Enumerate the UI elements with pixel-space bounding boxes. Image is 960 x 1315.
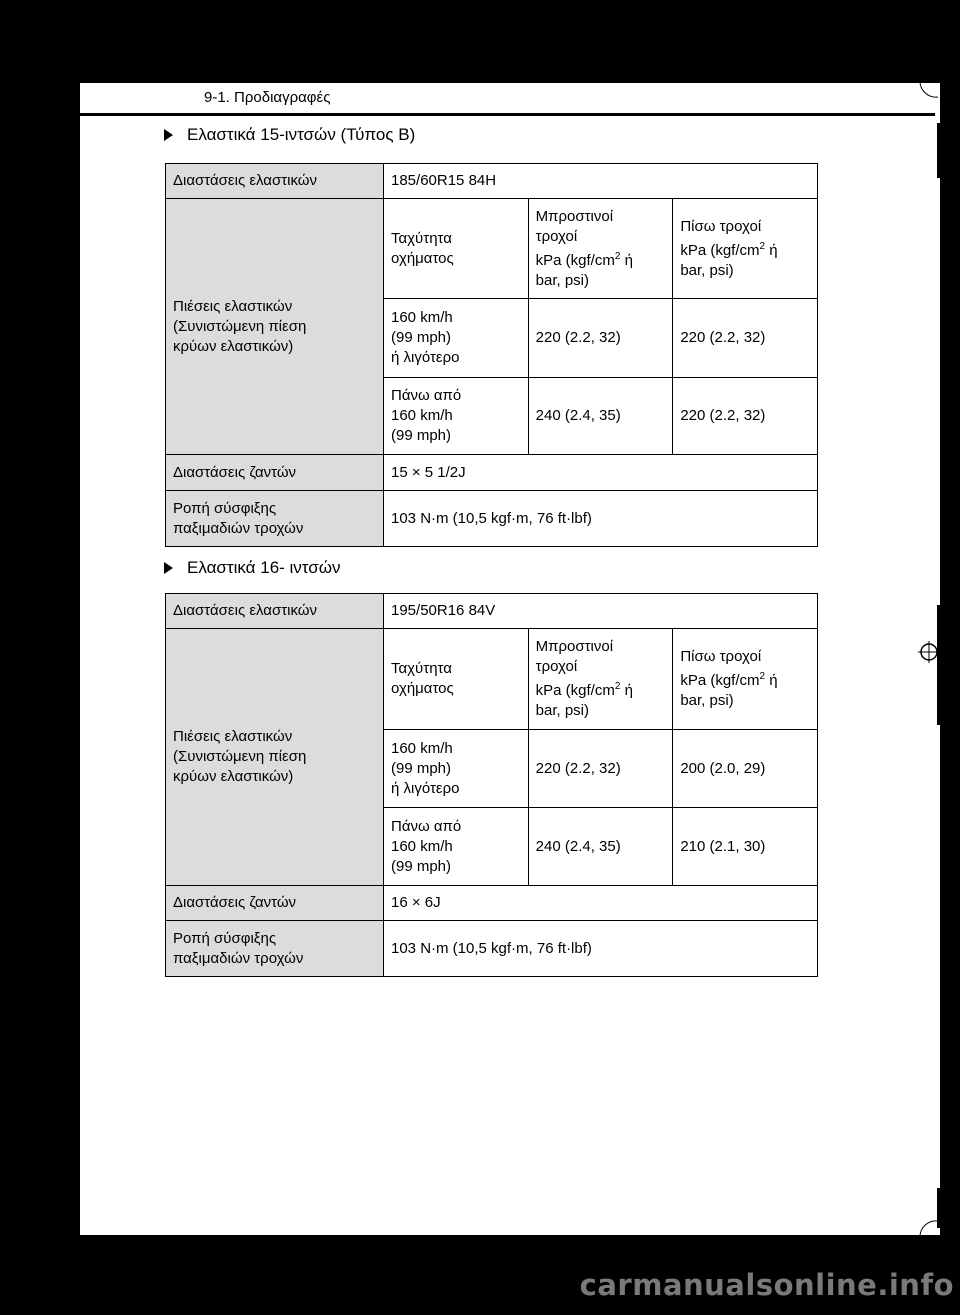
- tire-size-label: Διαστάσεις ελαστικών: [166, 164, 384, 199]
- front-pressure-cell: 220 (2.2, 32): [528, 299, 673, 378]
- rear-header-text: ή bar, psi): [680, 672, 778, 709]
- bullet-arrow-icon: [164, 562, 173, 574]
- pressure-label: Πιέσεις ελαστικών (Συνιστώμενη πίεση κρύων ελαστικών): [166, 629, 384, 886]
- wheel-size-value: 15 × 5 1/2J: [384, 455, 818, 491]
- front-pressure-cell: 240 (2.4, 35): [528, 378, 673, 455]
- crop-mark-icon: [918, 1217, 940, 1239]
- crop-mark-icon: [918, 79, 940, 101]
- speed-cell: Πάνω από 160 km/h (99 mph): [384, 378, 529, 455]
- speed-cell: 160 km/h (99 mph) ή λιγότερο: [384, 730, 529, 808]
- tire-spec-table: [165, 593, 818, 977]
- section-title: [164, 558, 341, 578]
- wheel-size-value: 16 × 6J: [384, 886, 818, 921]
- rear-pressure-cell: 220 (2.2, 32): [673, 299, 818, 378]
- tire-size-value: 195/50R16 84V: [384, 594, 818, 629]
- rear-header-text: Πίσω τροχοί kPa (kgf/cm: [680, 217, 762, 259]
- tire-size-value: 185/60R15 84H: [384, 164, 818, 199]
- speed-cell: 160 km/h (99 mph) ή λιγότερο: [384, 299, 529, 378]
- rear-pressure-cell: 210 (2.1, 30): [673, 808, 818, 886]
- superscript: 2: [614, 681, 621, 692]
- speed-header: Ταχύτητα οχήματος: [384, 199, 529, 299]
- section-title: [164, 125, 415, 145]
- bullet-arrow-icon: [164, 129, 173, 141]
- wheel-size-label: Διαστάσεις ζαντών: [166, 886, 384, 921]
- superscript: 2: [759, 240, 766, 252]
- pressure-label: Πιέσεις ελαστικών (Συνιστώμενη πίεση κρύων ελαστικών): [166, 199, 384, 455]
- rear-header: [673, 199, 818, 299]
- section-title-text: Ελαστικά 16- ιντσών: [187, 558, 341, 577]
- tire-size-label: Διαστάσεις ελαστικών: [166, 594, 384, 629]
- front-header: [528, 199, 673, 299]
- margin-rule: [937, 605, 940, 725]
- front-header-text: Μπροστινοί τροχοί kPa (kgf/cm: [535, 638, 615, 699]
- torque-value: 103 N·m (10,5 kgf·m, 76 ft·lbf): [384, 491, 818, 547]
- section-title-text: Ελαστικά 15-ιντσών (Τύπος B): [187, 125, 416, 144]
- watermark: carmanualsonline.info: [579, 1268, 954, 1302]
- front-header: [528, 629, 673, 730]
- superscript: 2: [614, 250, 621, 262]
- front-pressure-cell: 220 (2.2, 32): [528, 730, 673, 808]
- section-header: 9-1. Προδιαγραφές: [204, 89, 331, 106]
- registration-mark-icon: [918, 641, 940, 663]
- manual-page: [80, 83, 940, 1235]
- front-header-text: Μπροστινοί τροχοί kPa (kgf/cm: [535, 207, 615, 269]
- rear-header: [673, 629, 818, 730]
- torque-value: 103 N·m (10,5 kgf·m, 76 ft·lbf): [384, 921, 818, 977]
- header-rule: [80, 113, 935, 116]
- tire-spec-table: [165, 163, 818, 547]
- speed-cell: Πάνω από 160 km/h (99 mph): [384, 808, 529, 886]
- rear-header-text: ή bar, psi): [680, 241, 778, 279]
- rear-pressure-cell: 200 (2.0, 29): [673, 730, 818, 808]
- margin-rule: [937, 123, 940, 178]
- rear-pressure-cell: 220 (2.2, 32): [673, 378, 818, 455]
- torque-label: Ροπή σύσφιξης παξιμαδιών τροχών: [166, 921, 384, 977]
- front-header-text: ή bar, psi): [535, 682, 633, 719]
- wheel-size-label: Διαστάσεις ζαντών: [166, 455, 384, 491]
- superscript: 2: [759, 671, 766, 682]
- front-pressure-cell: 240 (2.4, 35): [528, 808, 673, 886]
- rear-header-text: Πίσω τροχοί kPa (kgf/cm: [680, 648, 762, 689]
- torque-label: Ροπή σύσφιξης παξιμαδιών τροχών: [166, 491, 384, 547]
- speed-header: Ταχύτητα οχήματος: [384, 629, 529, 730]
- front-header-text: ή bar, psi): [535, 251, 633, 289]
